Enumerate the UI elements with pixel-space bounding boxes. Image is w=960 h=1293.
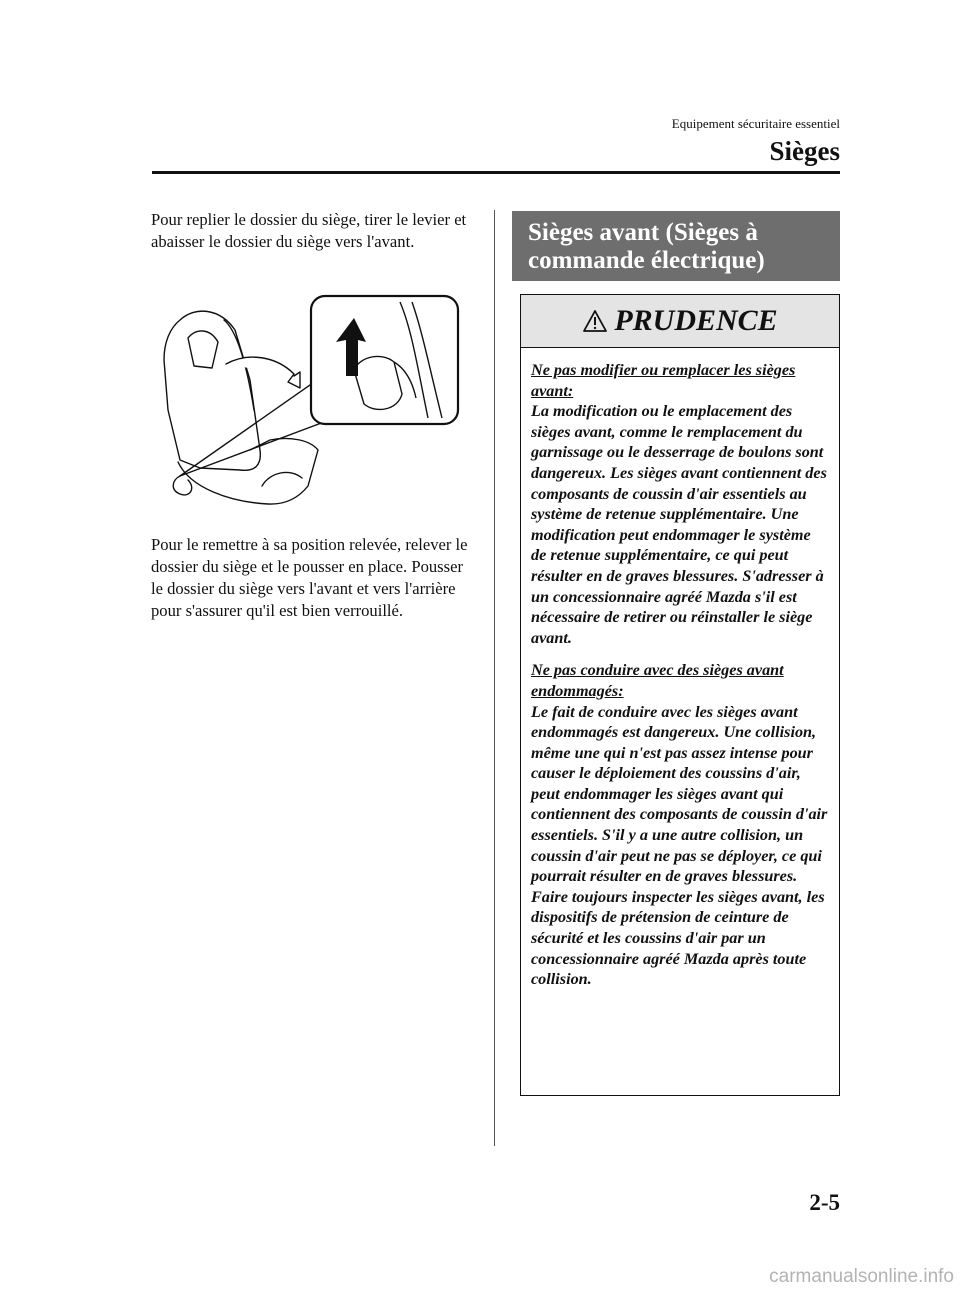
seat-cushion-outline (178, 438, 318, 504)
left-column-return (151, 534, 473, 622)
caution-header (521, 295, 839, 348)
caution-title: PRUDENCE (614, 304, 778, 337)
caution-body (521, 348, 839, 990)
caution-block-1-text: La modification ou le emplacement des sièges avant, comme le remplacement du garnissage ou le desserrage de boulons sont dangereux. Les sièges avant contiennent des composants de coussin d'air essentiels au système de retenue supplémentaire. Une modification peut endommager le système de retenue supplémentaire, ce qui peut résulter en de graves blessures. S'adresser à un concessionnaire agréé Mazda s'il est nécessaire de retirer ou réinstaller le siège avant. (531, 402, 827, 647)
paragraph-fold-instructions: Pour replier le dossier du siège, tirer le levier et abaisser le dossier du siège vers l'avant. (151, 210, 467, 251)
lever-arrow (226, 357, 300, 388)
caution-block-2-text: Le fait de conduire avec les sièges avant endommagés est dangereux. Une collision, même une qui n'est pas assez intense pour causer le déploiement des coussins d'air, peut endommager les sièges avant qui contiennent des composants de coussin d'air essentiels. S'il y a une autre collision, un coussin d'air peut ne pas se déployer, ce qui pourrait résulter en de graves blessures. Faire toujours inspecter les sièges avant, les dispositifs de prétension de ceinture de sécurité et les coussins d'air par un concessionnaire agréé Mazda après toute collision. (531, 702, 828, 989)
page-number: 2-5 (809, 1190, 840, 1215)
seat-illustration (150, 290, 462, 522)
paragraph-return-instructions: Pour le remettre à sa position relevée, relever le dossier du siège et le pousser en place. Pousser le dossier du siège vers l'avant et vers l'arrière pour s'assurer qu'il est bien verrouillé. (151, 535, 468, 620)
caution-block-1 (531, 360, 829, 648)
section-heading-line1: Sièges avant (Sièges à (528, 219, 758, 246)
header-section-label: Equipement sécuritaire essentiel (671, 116, 840, 131)
caution-block-2-heading: Ne pas conduire avec des sièges avant endommagés: (531, 661, 784, 700)
section-heading (512, 211, 840, 281)
header-rule (152, 171, 840, 174)
warning-triangle-icon (582, 309, 608, 333)
column-divider (494, 210, 495, 1146)
caution-block-1-heading: Ne pas modifier ou remplacer les sièges avant: (531, 361, 796, 400)
caution-block-2 (531, 660, 829, 990)
left-column-intro (151, 209, 473, 253)
page-title: Sièges (769, 136, 840, 166)
section-heading-line2: commande électrique) (528, 247, 765, 274)
caution-box (520, 294, 840, 1096)
watermark: carmanualsonline.info (769, 1266, 954, 1287)
